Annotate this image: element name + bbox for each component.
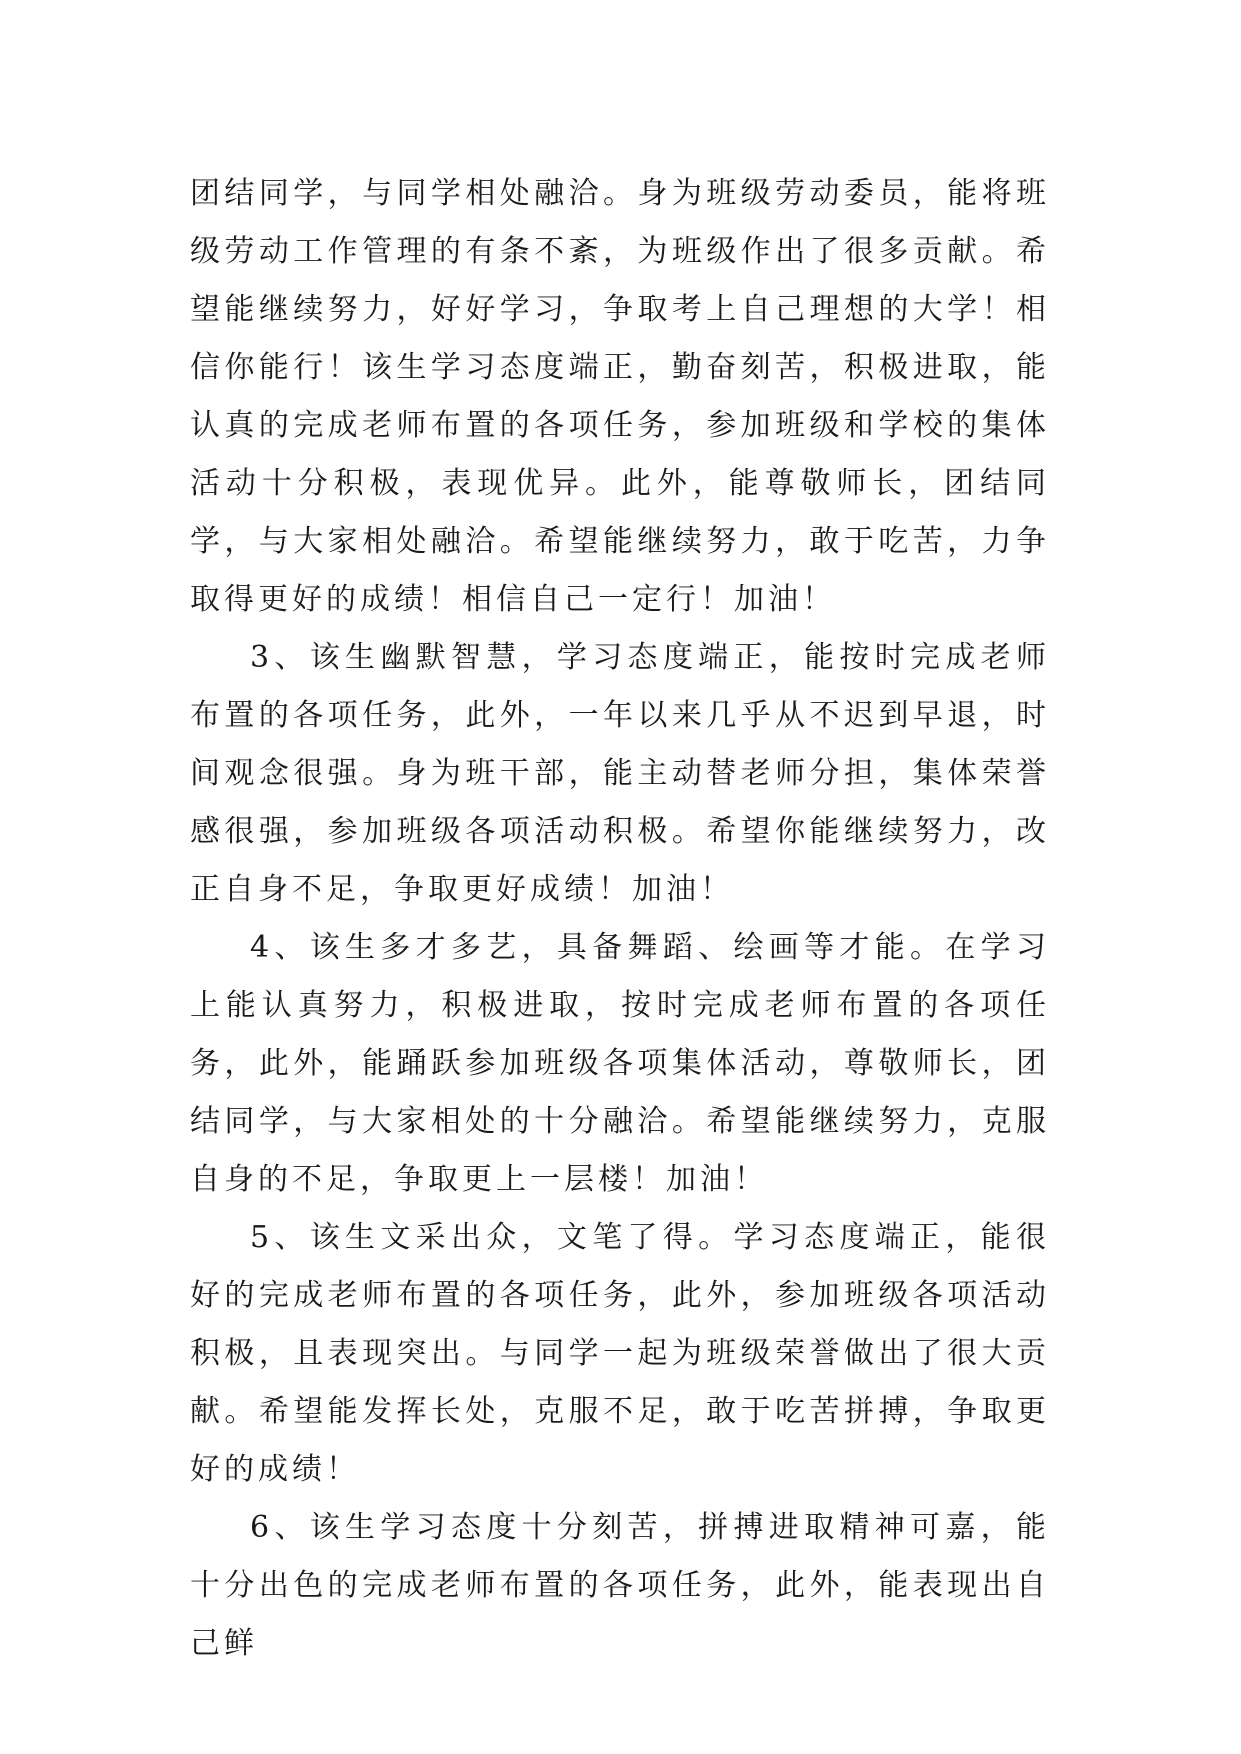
document-body: [190, 165, 1050, 1673]
paragraph-1: 团结同学，与同学相处融洽。身为班级劳动委员，能将班级劳动工作管理的有条不紊，为班级作出了很多贡献。希望能继续努力，好好学习，争取考上自己理想的大学！相信你能行！该生学习态度端正，勤奋刻苦，积极进取，能认真的完成老师布置的各项任务，参加班级和学校的集体活动十分积极，表现优异。此外，能尊敬师长，团结同学，与大家相处融洽。希望能继续努力，敢于吃苦，力争取得更好的成绩！相信自己一定行！加油！: [190, 176, 1050, 617]
paragraph-2: 3、该生幽默智慧，学习态度端正，能按时完成老师布置的各项任务，此外，一年以来几乎从不迟到早退，时间观念很强。身为班干部，能主动替老师分担，集体荣誉感很强，参加班级各项活动积极。希望你能继续努力，改正自身不足，争取更好成绩！加油！: [190, 640, 1050, 907]
paragraph-4: 5、该生文采出众，文笔了得。学习态度端正，能很好的完成老师布置的各项任务，此外，参加班级各项活动积极，且表现突出。与同学一起为班级荣誉做出了很大贡献。希望能发挥长处，克服不足，敢于吃苦拼搏，争取更好的成绩！: [190, 1220, 1050, 1487]
paragraph-5: 6、该生学习态度十分刻苦，拼搏进取精神可嘉，能十分出色的完成老师布置的各项任务，此外，能表现出自己鲜: [190, 1510, 1050, 1661]
paragraph-3: 4、该生多才多艺，具备舞蹈、绘画等才能。在学习上能认真努力，积极进取，按时完成老师布置的各项任务，此外，能踊跃参加班级各项集体活动，尊敬师长，团结同学，与大家相处的十分融洽。希望能继续努力，克服自身的不足，争取更上一层楼！加油！: [190, 930, 1050, 1197]
